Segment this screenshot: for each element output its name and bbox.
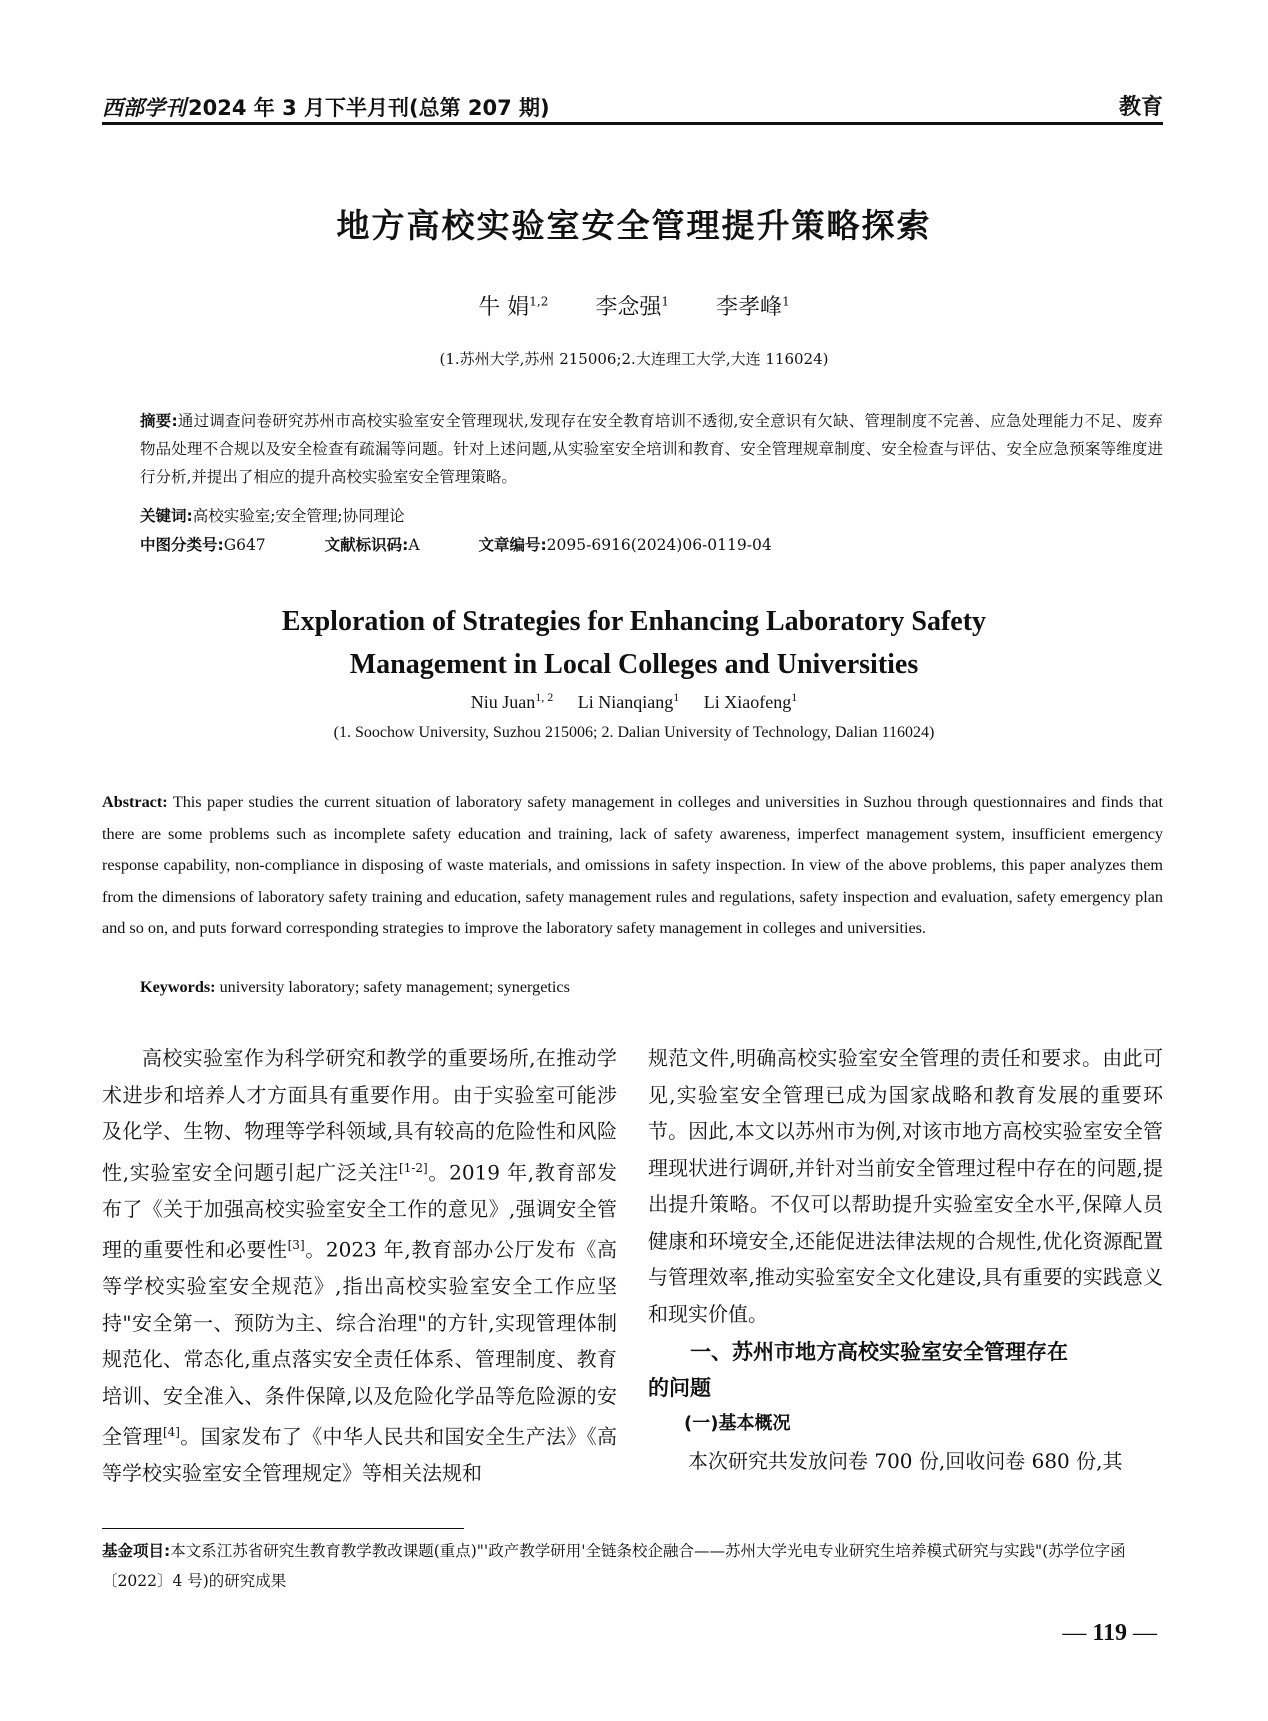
journal-logo: 西部学刊 [102,95,186,120]
chinese-keywords [140,502,1163,530]
author: Niu Juan$^{1, 2}$ [470,690,554,712]
body-column-right [648,1040,1163,1479]
chinese-affiliation: (1.苏州大学,苏州 215006;2.大连理工大学,大连 116024) [439,350,829,368]
page-number: — 119 — [1062,1620,1157,1646]
body-column-left [102,1040,617,1492]
citation: [4] [162,1425,180,1440]
keywords-text: university laboratory; safety management; synergetics [219,978,570,996]
running-header [102,88,1163,125]
journal-issue-line [102,92,550,122]
english-abstract [102,787,1163,945]
subsection-heading: (一)基本概况 [684,1413,791,1434]
english-title-line: Management in Local Colleges and Universities [349,649,919,680]
keywords-label: 关键词: [140,507,193,525]
section-heading: 一、苏州市地方高校实验室安全管理存在 的问题 [648,1340,1068,1400]
document-code: 文献标识码:A [324,536,420,554]
body-paragraph: 高校实验室作为科学研究和教学的重要场所,在推动学术进步和培养人才方面具有重要作用。由于实验室可能涉及化学、生物、物理等学科领域,具有较高的危险性和风险性,实验室安全问题引起广泛关注[1-2]。2019 年,教育部发布了《关于加强高校实验室安全工作的意见》,强调安全管理的重要性和必要性[3]。2023 年,教育部办公厅发布《高等学校实验室安全规范》,指出高校实验室安全工作应坚持"安全第一、预防为主、综合治理"的方针,实现管理体制规范化、常态化,重点落实安全责任体系、管理制度、教育培训、安全准入、条件保障,以及危险化学品等危险源的安全管理[4]。国家发布了《中华人民共和国安全生产法》《高等学校实验室安全管理规定》等相关法规和 [102,1046,618,1486]
english-authors [0,690,1268,713]
footnote-label: 基金项目: [102,1542,171,1560]
abstract-label: 摘要: [140,412,178,430]
abstract-text: This paper studies the current situation of laboratory safety management in colleges and universities in Suzhou through questionnaires and finds that there are some problems such as incomplete safety education and training, lack of safety awareness, imperfect management system, insufficient emergency response capability, non-compliance in disposing of waste materials, and omissions in safety inspection. In view of the above problems, this paper analyzes them from the dimensions of laboratory safety training and education, safety management rules and regulations, safety inspection and evaluation, safety emergency plan and so on, and puts forward corresponding strategies to improve the laboratory safety management in colleges and universities. [102,793,1163,937]
body-paragraph: 本次研究共发放问卷 700 份,回收问卷 680 份,其 [688,1448,1123,1473]
issue-info: 2024 年 3 月下半月刊(总第 207 期) [188,96,550,120]
keywords-label: Keywords: [140,978,216,996]
author: Li Xiaofeng$^1$ [703,690,798,712]
chinese-authors [0,290,1268,321]
author: Li Nianqiang$^1$ [577,690,680,712]
article-number: 文章编号:2095-6916(2024)06-0119-04 [478,536,772,554]
author: 牛 娟$^{1,2}$ [478,294,549,320]
classification-line [140,533,826,555]
english-title-line: Exploration of Strategies for Enhancing Laboratory Safety [281,606,987,637]
footnote-text: 本文系江苏省研究生教育教学教改课题(重点)"'政产教学研用'全链条校企融合——苏州大学光电专业研究生培养模式研究与实践"(苏学位字函〔2022〕4 号)的研究成果 [102,1542,1126,1590]
keywords-text: 高校实验室;安全管理;协同理论 [192,507,405,525]
clc-number: 中图分类号:G647 [140,536,266,554]
chinese-title: 地方高校实验室安全管理提升策略探索 [336,206,932,245]
english-keywords [140,978,570,997]
abstract-label: Abstract: [102,793,168,811]
citation: [1-2] [399,1160,428,1175]
funding-footnote [102,1536,1163,1596]
english-title [0,600,1268,686]
body-paragraph: 规范文件,明确高校实验室安全管理的责任和要求。由此可见,实验室安全管理已成为国家战略和教育发展的重要环节。因此,本文以苏州市为例,对该市地方高校实验室安全管理现状进行调研,并针对当前安全管理过程中存在的问题,提出提升策略。不仅可以帮助提升实验室安全水平,保障人员健康和环境安全,还能促进法律法规的合规性,优化资源配置与管理效率,推动实验室安全文化建设,具有重要的实践意义和现实价值。 [648,1046,1163,1326]
english-affiliation: (1. Soochow University, Suzhou 215006; 2. Dalian University of Technology, Dalian 116024) [333,724,935,741]
abstract-text: 通过调查问卷研究苏州市高校实验室安全管理现状,发现存在安全教育培训不透彻,安全意识有欠缺、管理制度不完善、应急处理能力不足、废弃物品处理不合规以及安全检查有疏漏等问题。针对上述问题,从实验室安全培训和教育、安全管理规章制度、安全检查与评估、安全应急预案等维度进行分析,并提出了相应的提升高校实验室安全管理策略。 [140,412,1163,486]
section-label: 教育 [1118,95,1163,120]
author: 李念强$^1$ [595,294,670,320]
footnote-divider [102,1528,464,1529]
author: 李孝峰$^1$ [716,294,790,320]
citation: [3] [287,1238,305,1253]
chinese-abstract [140,407,1163,491]
